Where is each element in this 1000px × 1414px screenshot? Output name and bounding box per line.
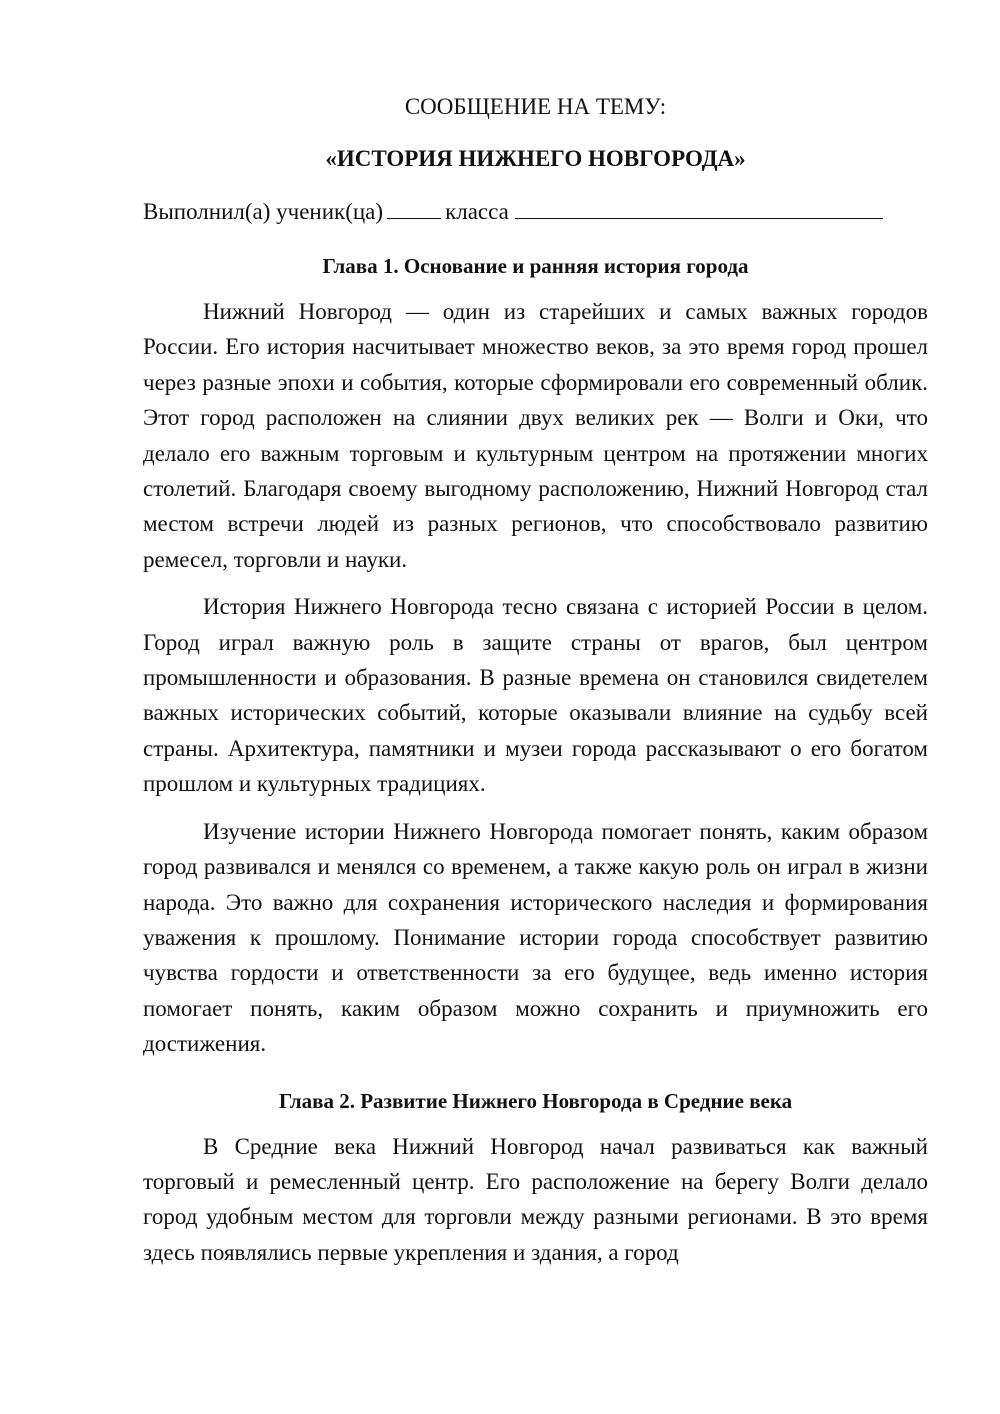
- chapter-2-heading: Глава 2. Развитие Нижнего Новгорода в Средние века: [278, 1088, 793, 1113]
- chapter-1-heading: Глава 1. Основание и ранняя история города: [322, 254, 749, 278]
- document-page: [143, 92, 928, 1270]
- chapter-1-paragraph-1: Нижний Новгород — один из старейших и самых важных городов России. Его история насчитывает множество веков, за это время город прошел через разные эпохи и события, которые сформировали его современный облик. Этот город расположен на слиянии двух великих рек — Волги и Оки, что делало его важным торговым и культурным центром на протяжении многих столетий. Благодаря своему выгодному расположению, Нижний Новгород стал местом встречи людей из разных регионов, что способствовало развитию ремесел, торговли и науки.: [143, 299, 928, 572]
- author-prefix: Выполнил(а) ученик(ца): [143, 199, 384, 224]
- author-line: [143, 197, 928, 227]
- chapter-1-paragraph-2: История Нижнего Новгорода тесно связана с историей России в целом. Город играл важную роль в защите страны от врагов, был центром промышленности и образования. В разные времена он становился свидетелем важных исторических событий, которые оказывали влияние на судьбу всей страны. Архитектура, памятники и музеи города рассказывают о его богатом прошлом и культурных традициях.: [143, 594, 928, 797]
- name-blank-line: [515, 198, 883, 219]
- document-subtitle: «ИСТОРИЯ НИЖНЕГО НОВГОРОДА»: [325, 146, 746, 171]
- chapter-2-paragraph-1: В Средние века Нижний Новгород начал развиваться как важный торговый и ремесленный центр. Его расположение на берегу Волги делало город удобным местом для торговли между разными регионами. В это время здесь появлялись первые укрепления и здания, а город: [143, 1133, 928, 1265]
- author-class-word: класса: [445, 199, 509, 224]
- chapter-1-paragraph-3: Изучение истории Нижнего Новгорода помогает понять, каким образом город развивался и менялся со временем, а также какую роль он играл в жизни народа. Это важно для сохранения исторического наследия и формирования уважения к прошлому. Понимание истории города способствует развитию чувства гордости и ответственности за его будущее, ведь именно история помогает понять, каким образом можно сохранить и приумножить его достижения.: [143, 818, 928, 1057]
- grade-blank-line: [387, 198, 441, 219]
- document-title: СООБЩЕНИЕ НА ТЕМУ:: [404, 94, 667, 119]
